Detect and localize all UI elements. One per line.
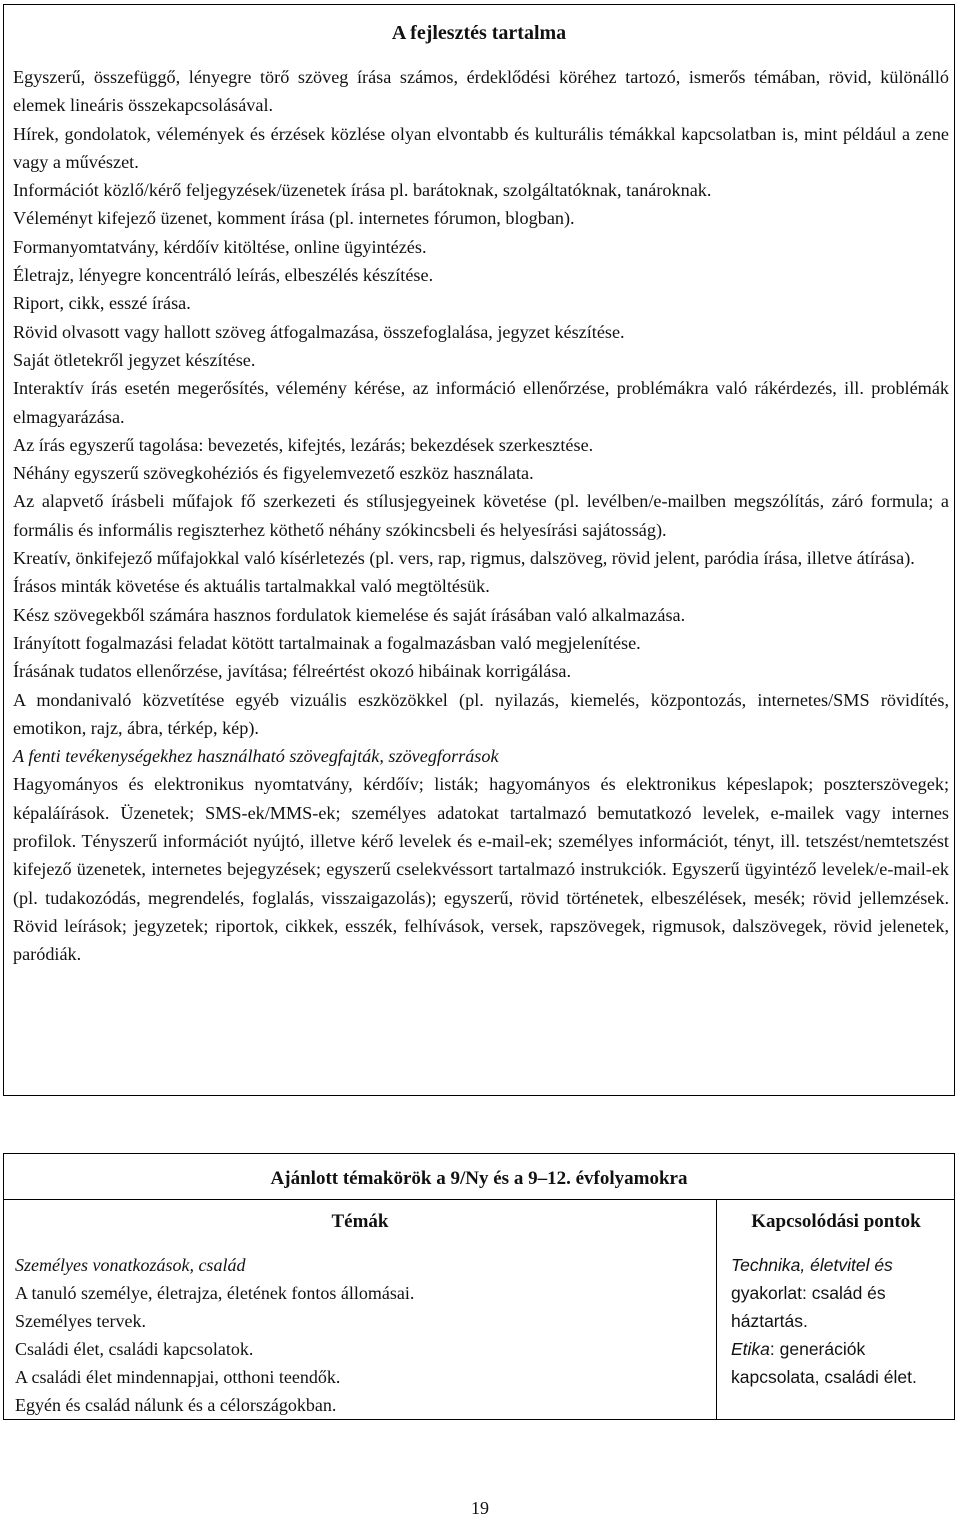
content-paragraph: Egyszerű, összefüggő, lényegre törő szöveg írása számos, érdeklődési köréhez tartozó, ismerős témában, rövid, különálló elemek lineáris összekapcsolásával. [13, 67, 949, 116]
text-types-paragraph: Hagyományos és elektronikus nyomtatvány, kérdőív; listák; hagyományos és elektronikus képeslapok; poszterszövegek; képaláírások. Üzenetek; SMS-ek/MMS-ek; személyes adatokat tartalmazó bemutatkozó levelek, e-mailek vagy internes profilok. Tényszerű információt nyújtó, illetve kérő levelek és e-mail-ek; személyes információt, tényt, ill. tetszést/nemtetszést kifejező üzenetek, internetes bejegyzések; egyszerű cselekvéssort tartalmazó instrukciók. Egyszerű ügyintéző levelek/e-mail-ek (pl. tudakozódás, megrendelés, foglalás, visszaigazolás); egyszerű, rövid történetek, elbeszélések, mesék; rövid jellemzések. Rövid leírások; jegyzetek; riportok, cikkek, esszék, felhívások, versek, rapszövegek, rigmusok, dalszövegek, rövid jelenetek, paródiák. [13, 774, 949, 965]
connection-subject: Technika, életvitel és [731, 1255, 893, 1275]
content-paragraph: Írásának tudatos ellenőrzése, javítása; félreértést okozó hibáinak korrigálása. [13, 661, 572, 682]
content-paragraph: A mondanivaló közvetítése egyéb vizuális eszközökkel (pl. nyilazás, kiemelés, központozás, internetes/SMS rövidítés, emotikon, rajz, ábra, térkép, kép). [13, 689, 949, 738]
topic-item: Családi élet, családi kapcsolatok. [15, 1339, 254, 1359]
section-content [13, 63, 949, 969]
section-title: A fejlesztés tartalma [391, 22, 567, 44]
topic-item: A tanuló személye, életrajza, életének fontos állomásai. [15, 1283, 415, 1303]
content-paragraph: Véleményt kifejező üzenet, komment írása (pl. internetes fórumon, blogban). [13, 208, 575, 229]
connection-item [731, 1251, 946, 1335]
content-paragraph: Kész szövegekből számára hasznos fordulatok kiemelése és saját írásában való alkalmazása. [13, 604, 686, 625]
connection-item [731, 1335, 946, 1391]
content-paragraph: Kreatív, önkifejező műfajokkal való kísérletezés (pl. vers, rap, rigmus, dalszöveg, rövid jelent, paródia írása, illetve átírása). [13, 548, 915, 569]
column-header-topics: Témák [331, 1211, 389, 1232]
content-paragraph: Rövid olvasott vagy hallott szöveg átfogalmazása, összefoglalása, jegyzet készítése. [13, 321, 625, 342]
topic-item: Személyes tervek. [15, 1311, 146, 1331]
topic-heading: Személyes vonatkozások, család [15, 1255, 246, 1275]
page-number: 19 [471, 1498, 489, 1518]
text-types-subheading: A fenti tevékenységekhez használható szövegfajták, szövegforrások [13, 746, 499, 767]
topic-item: Egyén és család nálunk és a célországokban. [15, 1395, 337, 1415]
content-paragraph: Interaktív írás esetén megerősítés, vélemény kérése, az információ ellenőrzése, problémákra való rákérdezés, ill. problémák elmagyarázása. [13, 378, 949, 427]
content-paragraph: Információt közlő/kérő feljegyzések/üzenetek írása pl. barátoknak, szolgáltatóknak, tanároknak. [13, 180, 712, 201]
content-paragraph: Írásos minták követése és aktuális tartalmakkal való megtöltésük. [13, 576, 490, 597]
content-paragraph: Az alapvető írásbeli műfajok fő szerkezeti és stílusjegyeinek követése (pl. levélben/e-mailben megszólítás, záró formula; a formális és informális regiszterhez köthető néhány szókincsbeli és helyesírási sajátosság). [13, 491, 949, 540]
content-paragraph: Formanyomtatvány, kérdőív kitöltése, online ügyintézés. [13, 236, 427, 257]
development-content-box [3, 4, 955, 1096]
content-paragraph: Néhány egyszerű szövegkohéziós és figyelemvezető eszköz használata. [13, 463, 534, 484]
content-paragraph: Irányított fogalmazási feladat kötött tartalmainak a fogalmazásban való megjelenítése. [13, 632, 641, 653]
recommended-title: Ajánlott témakörök a 9/Ny és a 9–12. évfolyamokra [270, 1168, 688, 1189]
content-paragraph: Saját ötletekről jegyzet készítése. [13, 349, 256, 370]
content-paragraph: Az írás egyszerű tagolása: bevezetés, kifejtés, lezárás; bekezdések szerkesztése. [13, 434, 594, 455]
topics-cell [15, 1251, 705, 1419]
content-paragraph: Életrajz, lényegre koncentráló leírás, elbeszélés készítése. [13, 265, 434, 286]
recommended-topics-table [3, 1153, 955, 1420]
topic-item: A családi élet mindennapjai, otthoni teendők. [15, 1367, 341, 1387]
content-paragraph: Hírek, gondolatok, vélemények és érzések közlése olyan elvontabb és kulturális témákkal kapcsolatban is, mint például a zene vagy a művészet. [13, 123, 949, 172]
connection-text: gyakorlat: család és háztartás. [731, 1283, 886, 1331]
connections-cell [731, 1251, 946, 1391]
connection-subject: Etika [731, 1339, 770, 1359]
table-divider-horizontal [4, 1199, 954, 1200]
content-paragraph: Riport, cikk, esszé írása. [13, 293, 191, 314]
connection-text: : generációk kapcsolata, családi élet. [731, 1339, 917, 1387]
column-header-connections: Kapcsolódási pontok [751, 1211, 921, 1232]
